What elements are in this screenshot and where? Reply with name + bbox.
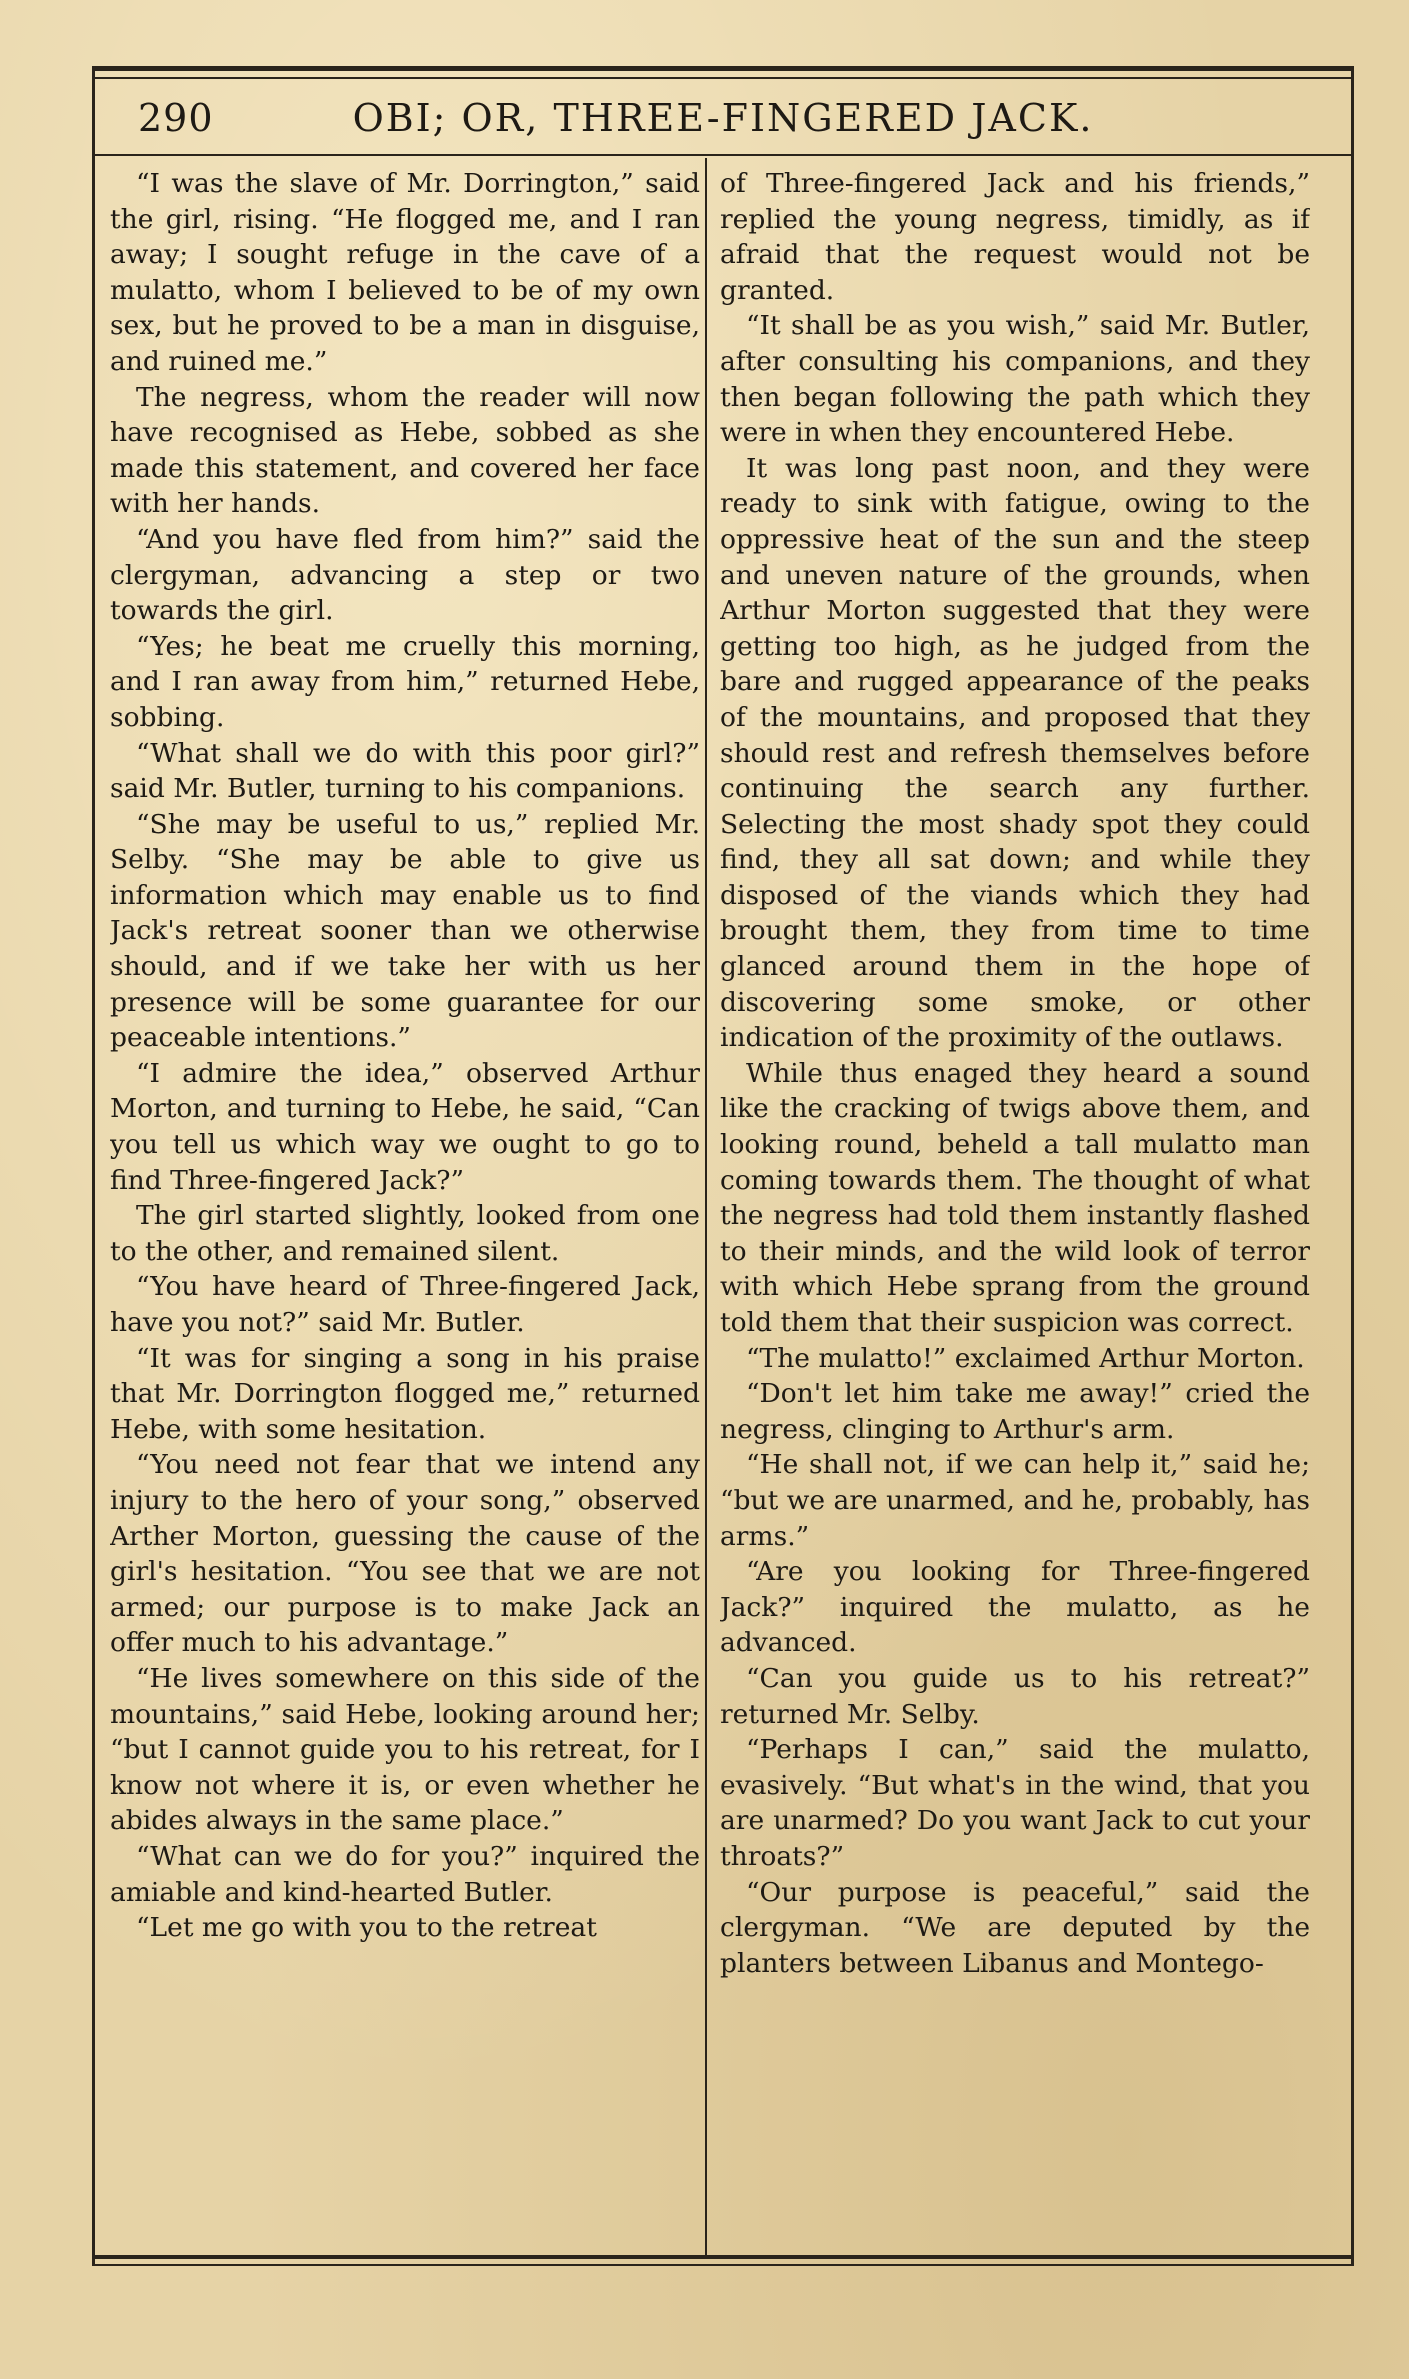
paragraph: “Are you looking for Three-fingered Jack?” inquired the mulatto, as he advanced.: [720, 1556, 1310, 1659]
paragraph: “Let me go with you to the retreat: [136, 1912, 597, 1944]
paragraph: “I was the slave of Mr. Dorrington,” said the girl, rising. “He flogged me, and I ran away; I sought refuge in the cave of a mulatto, whom I believed to be of my own sex, but he proved to be a man in disguise, and ruined me.”: [110, 168, 700, 377]
paragraph: “The mulatto!” exclaimed Arthur Morton.: [746, 1342, 1305, 1374]
bottom-rule-thin: [92, 2264, 1354, 2266]
paragraph-continuation: of Three-fingered Jack and his friends,” replied the young negress, timidly, as if afraid that the request would not be granted.: [720, 168, 1310, 306]
page-number: 290: [138, 96, 214, 140]
right-border-rule: [1351, 66, 1354, 2266]
left-column: [110, 166, 700, 2246]
column-divider: [705, 158, 707, 2256]
paragraph: “It was for singing a song in his praise that Mr. Dorrington flogged me,” returned Hebe, with some hesitation.: [110, 1342, 700, 1445]
paragraph: It was long past noon, and they were ready to sink with fatigue, owing to the oppressive heat of the sun and the steep and uneven nature of the grounds, when Arthur Morton suggested that they were getting too high, as he judged from the bare and rugged appearance of the peaks of the mountains, and proposed that they should rest and refresh themselves before continuing the search any further. Selecting the most shady spot they could find, they all sat down; and while they disposed of the viands which they had brought them, they from time to time glanced around them in the hope of discovering some smoke, or other indication of the proximity of the outlaws.: [720, 452, 1310, 1054]
paragraph: The negress, whom the reader will now have recognised as Hebe, sobbed as she made this statement, and covered her face with her hands.: [110, 381, 700, 520]
paragraph: “He shall not, if we can help it,” said he; “but we are unarmed, and he, probably, has arms.”: [720, 1449, 1310, 1552]
paragraph: “Yes; he beat me cruelly this morning, and I ran away from him,” returned Hebe, sobbing.: [110, 630, 700, 733]
paragraph: “He lives somewhere on this side of the mountains,” said Hebe, looking around her; “but I cannot guide you to his retreat, for I know not where it is, or even whether he abides always in the same place.”: [110, 1662, 700, 1837]
paragraph: While thus enaged they heard a sound like the cracking of twigs above them, and looking round, beheld a tall mulatto man coming towards them. The thought of what the negress had told them instantly flashed to their minds, and the wild look of terror with which Hebe sprang from the ground told them that their suspicion was correct.: [720, 1057, 1310, 1338]
paragraph: “I admire the idea,” observed Arthur Morton, and turning to Hebe, he said, “Can you tell us which way we ought to go to find Three-fingered Jack?”: [110, 1057, 700, 1196]
paragraph: “It shall be as you wish,” said Mr. Butler, after consulting his companions, and they then began following the path which they were in when they encountered Hebe.: [720, 310, 1310, 449]
paragraph: “You need not fear that we intend any injury to the hero of your song,” observed Arther Morton, guessing the cause of the girl's hesitation. “You see that we are not armed; our purpose is to make Jack an offer much to his advantage.”: [110, 1449, 700, 1659]
page-header: [100, 88, 1346, 150]
paragraph: “And you have fled from him?” said the clergyman, advancing a step or two towards the girl.: [110, 523, 700, 627]
paragraph: “Perhaps I can,” said the mulatto, evasively. “But what's in the wind, that you are unarmed? Do you want Jack to cut your throats?”: [720, 1734, 1310, 1872]
paragraph: “Our purpose is peaceful,” said the clergyman. “We are deputed by the planters between Libanus and Montego-: [720, 1876, 1310, 1979]
header-rule: [92, 154, 1354, 156]
top-rule-thick: [92, 66, 1354, 71]
paragraph: “Don't let him take me away!” cried the negress, clinging to Arthur's arm.: [720, 1378, 1310, 1445]
paragraph: “You have heard of Three-fingered Jack, have you not?” said Mr. Butler.: [110, 1271, 700, 1338]
paragraph: “What can we do for you?” inquired the amiable and kind-hearted Butler.: [110, 1840, 700, 1908]
paragraph: The girl started slightly, looked from one to the other, and remained silent.: [110, 1200, 700, 1267]
paragraph: “What shall we do with this poor girl?” said Mr. Butler, turning to his companions.: [110, 737, 700, 805]
right-column: [720, 166, 1310, 2246]
bottom-rule-thick: [92, 2255, 1354, 2259]
running-title: OBI; OR, THREE-FINGERED JACK.: [352, 96, 1094, 140]
paragraph: “Can you guide us to his retreat?” returned Mr. Selby.: [720, 1662, 1310, 1730]
top-rule-thin: [92, 77, 1354, 79]
paragraph: “She may be useful to us,” replied Mr. Selby. “She may be able to give us information which may enable us to find Jack's retreat sooner than we otherwise should, and if we take her with us her presence will be some guarantee for our peaceable intentions.”: [110, 808, 700, 1054]
left-border-rule: [92, 66, 95, 2266]
